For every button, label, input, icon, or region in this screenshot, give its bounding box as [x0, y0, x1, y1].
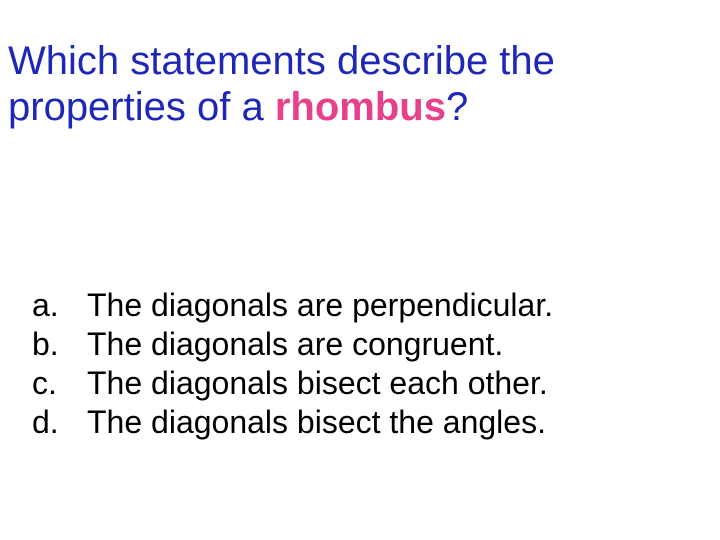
option-text: The diagonals bisect each other. — [87, 365, 548, 401]
question-title — [8, 38, 708, 130]
option-letter: d. — [32, 404, 59, 440]
option-text: The diagonals bisect the angles. — [87, 404, 546, 440]
option-text: The diagonals are congruent. — [87, 326, 504, 362]
question-keyword: rhombus — [274, 85, 446, 129]
option-letter: b. — [32, 326, 59, 362]
answer-options — [32, 286, 553, 442]
option-letter: c. — [32, 365, 57, 401]
question-text-before: Which statements describe the properties of a — [8, 39, 555, 129]
option-a — [32, 286, 553, 325]
option-d — [32, 403, 553, 442]
option-c — [32, 364, 553, 403]
option-letter: a. — [32, 287, 59, 323]
option-b — [32, 325, 553, 364]
option-text: The diagonals are perpendicular. — [87, 287, 554, 323]
question-text-after: ? — [445, 85, 469, 129]
